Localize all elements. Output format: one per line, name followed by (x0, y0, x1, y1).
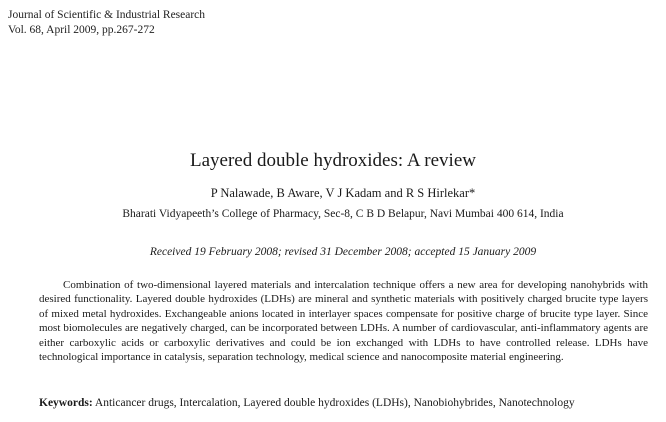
keywords-label: Keywords: (39, 397, 93, 409)
article-authors: P Nalawade, B Aware, V J Kadam and R S Hirlekar* (210, 186, 476, 200)
journal-citation: Vol. 68, April 2009, pp.267-272 (8, 24, 155, 36)
article-title: Layered double hydroxides: A review (190, 150, 476, 171)
abstract-text: Combination of two-dimensional layered materials and intercalation technique offers a new area for developing nanohybrids with desired functionality. Layered double hydroxides (LDHs) are mineral and synthetic materials with positively charged brucite type layers of mixed metal hydroxides. Exchangeable anions located in interlayer spaces compensate for positive charge of brucite type layer. Since most biomolecules are negatively charged, can be incorporated between LDHs. A number of cardiovascular, anti-inflammatory agents are either carboxylic acids or carboxylic derivatives and could be ion exchanged with LDHs to have controlled release. LDHs have technological importance in catalysis, separation technology, medical science and nanocomposite material engineering. (39, 279, 648, 364)
author-affiliation: Bharati Vidyapeeth’s College of Pharmacy, Sec-8, C B D Belapur, Navi Mumbai 400 614, India (122, 208, 564, 220)
journal-header (8, 8, 205, 38)
received-dates: Received 19 February 2008; revised 31 December 2008; accepted 15 January 2009 (149, 246, 537, 258)
keywords-line (39, 396, 659, 410)
journal-name: Journal of Scientific & Industrial Research (8, 9, 206, 21)
keywords-list: Anticancer drugs, Intercalation, Layered double hydroxides (LDHs), Nanobiohybrides, Nanotechnology (94, 397, 575, 409)
